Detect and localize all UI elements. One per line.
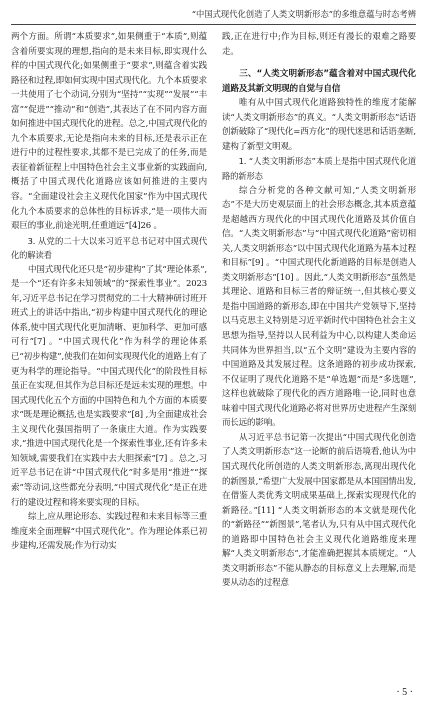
page-number: · 5 · [396, 687, 413, 698]
running-header: “中国式现代化创造了人类文明新形态”的多维意蕴与时态考辨 [191, 9, 416, 19]
header-rule [11, 24, 416, 25]
right-paragraph-2: 唯有从中国式现代化道路独特性的维度才能解读“人类文明新形态”的真义。“人类文明新形态”话语创新破除了“现代化=西方化”的现代迷思和话语垄断,建构了新型文明观。 [222, 98, 416, 152]
right-subsection-heading: 1. “人类文明新形态”本质上是指中国式现代化道路的新形态 [222, 156, 416, 182]
left-paragraph-1: 两个方面。所谓“本质要求”,如果侧重于“本质”,则蕴含着所要实现的理想,指向的是未来目标,即实现什么样的中国式现代化;如果侧重于“要求”,则蕴含着实践路径和过程,即如何实现中国式现代化。九个本质要求一共使用了七个动词,分别为“坚持”“实现”“发展”“丰富”“促进”“推动”和“创造”,其表达了在不同内容方面如何推进中国式现代化的进程。总之,中国式现代化的九个本质要求,无论是指向未来的目标,还是表示正在进行中的过程性要求,其都不是已完成了的任务,而是表征着新征程上中国特色社会主义事业新的实践面向,概括了中国式现代化道路应该如何推进的主要内容。“全面建设社会主义现代化国家”作为中国式现代化九个本质要求的总体性的目标诉求,“是一项伟大而艰巨的事业,前途光明,任重道远”[4]26 。 [11, 32, 207, 232]
left-paragraph-2: 中国式现代化还只是“初步建构”了其“理论体系”,是一个“还有许多未知领域”的“探索性事业”。2023 年,习近平总书记在学习贯彻党的二十大精神研讨班开班式上的讲话中指出,“初步构建中国式现代化的理论体系,使中国式现代化更加清晰、更加科学、更加可感可行”[7] 。“中国式现代化”作为科学的理论体系已“初步构建”,使我们在如何实现现代化的道路上有了更为科学的理论指导。“中国式现代化”的阶段性目标虽正在实现,但其作为总目标还是远未实现的理想。中国式现代化五个方面的中国特色和九个方面的本质要求“既是理论概括,也是实践要求”[8] ,为全面建成社会主义现代化强国指明了一条康庄大道。作为实践要求,“推进中国式现代化是一个探索性事业,还有许多未知领域,需要我们在实践中去大胆探索”[7] 。总之,习近平总书记在讲“中国式现代化”时多是用“推进”“探索”等动词,这些都充分表明,“中国式现代化”是正在进行的建设过程和将来要实现的目标。 [11, 264, 207, 508]
right-column [222, 30, 416, 591]
left-paragraph-3: 综上,应从理论形态、实践过程和未来目标等三重维度来全面理解“中国式现代化”。作为理论体系已初步建构,还需发展;作为行动实 [11, 512, 207, 552]
section-heading: 三、“人类文明新形态”蕴含着对中国式现代化道路及其新文明现的自觉与自信 [222, 69, 416, 94]
right-paragraph-1: 践,正在进行中;作为目标,则还有漫长的艰难之路要走。 [222, 32, 416, 57]
left-column [11, 30, 207, 554]
right-paragraph-3: 综合分析党的各种文献可知,“人类文明新形态”不是大历史观层面上的社会形态概念,其本质意蕴是超越西方现代化的中国式现代化道路及其价值自信。“人类文明新形态”与“中国式现代化道路”密切相关,人类文明新形态“以中国式现代化道路为基本过程和目标”[9] 。“中国式现代化新道路的目标是创造人类文明新形态”[10] 。因此,“人类文明新形态”虽然是其理论、道路和目标三者的辩证统一,但其核心要义是指中国道路的新形态,即在中国共产党领导下,坚持以马克思主义特别是习近平新时代中国特色社会主义思想为指导,坚持以人民利益为中心,以构建人类命运共同体为世界担当,以“五个文明”建设为主要内容的中国道路及其发展过程。这条道路的初步成功探索,不仅证明了现代化道路不是“单选题”而是“多选题”,这样也就破除了现代化的西方道路唯一论,同时也意味着中国式现代化道路必将对世界历史进程产生深刻而长远的影响。 [222, 185, 416, 429]
left-subsection-heading: 3. 从党的二十大以来习近平总书记对中国式现代化的解读看 [11, 235, 207, 261]
right-paragraph-4: 从习近平总书记第一次提出“中国式现代化创造了人类文明新形态”这一论断的前后语境看,他认为中国式现代化所创造的人类文明新形态,离现出现代化的新图景,“希望广大发展中国家都是从本国国情出发,在借鉴人类优秀文明成果基础上,探索实现现代化的新路径。”[11] “人类文明新形态的本文就是现代化的“新路径”“新图景”,笔者认为,只有从中国式现代化的道路即中国特色社会主义现代化道路维度来理解“人类文明新形态”,才能准确把握其本质规定。“人类文明新形态”不能从静态的目标意义上去理解,而是要从动态的过程意 [222, 432, 416, 589]
